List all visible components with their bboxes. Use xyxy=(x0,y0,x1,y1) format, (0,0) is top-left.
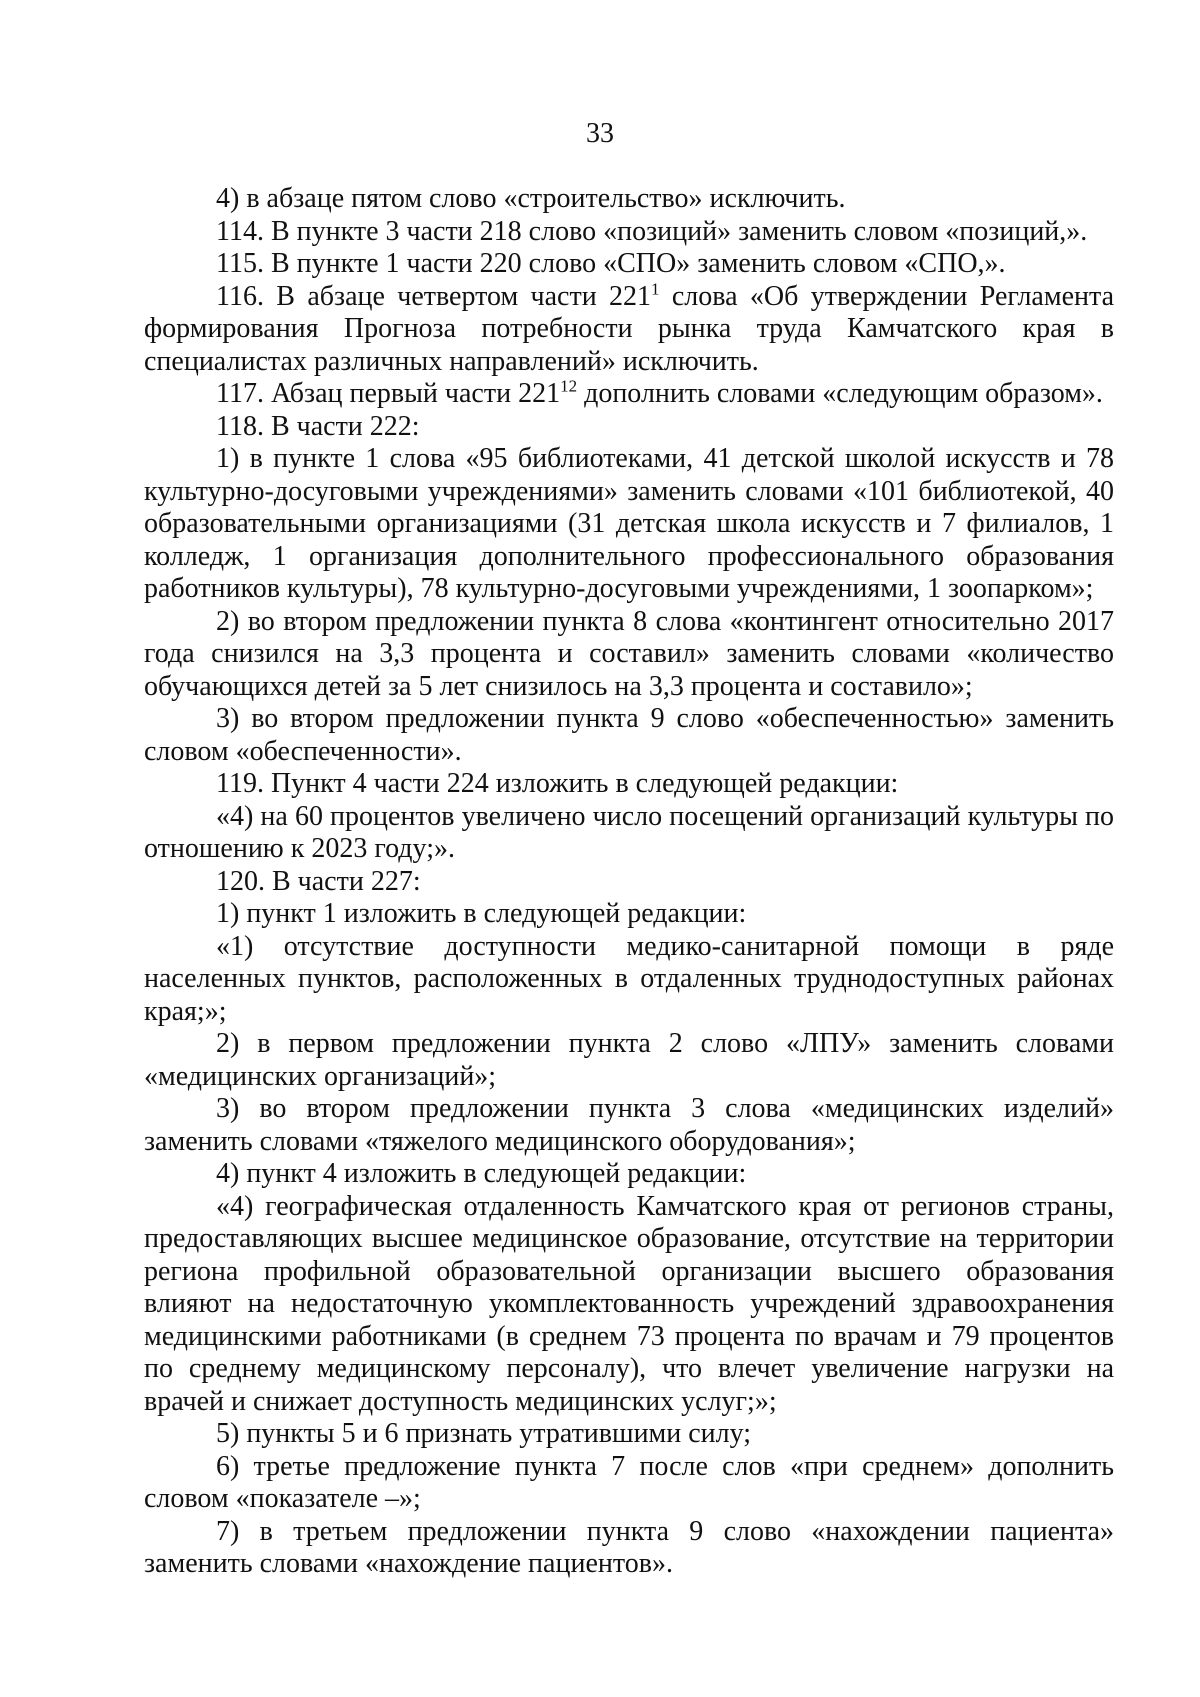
paragraph: 2) в первом предложении пункта 2 слово «ЛПУ» заменить словами «медицинских организаций»; xyxy=(144,1028,1114,1092)
paragraph xyxy=(144,378,1114,411)
paragraph: 3) во втором предложении пункта 9 слово «обеспеченностью» заменить словом «обеспеченности». xyxy=(144,703,1114,767)
paragraph: 7) в третьем предложении пункта 9 слово «нахождении пациента» заменить словами «нахождение пациентов». xyxy=(144,1515,1114,1579)
page-number: 33 xyxy=(586,118,614,149)
paragraph: «4) на 60 процентов увеличено число посещений организаций культуры по отношению к 2023 году;». xyxy=(144,800,1114,864)
paragraph: «4) географическая отдаленность Камчатского края от регионов страны, предоставляющих высшее медицинское образование, отсутствие на территории региона профильной образовательной организации высшего образования влияют на недостаточную укомплектованность учреждений здравоохранения медицинскими работниками (в среднем 73 процента по врачам и 79 процентов по среднему медицинскому персоналу), что влечет увеличение нагрузки на врачей и снижает доступность медицинских услуг;»; xyxy=(144,1190,1114,1417)
paragraph: 4) пункт 4 изложить в следующей редакции: xyxy=(216,1158,747,1189)
paragraph: 1) в пункте 1 слова «95 библиотеками, 41 детской школой искусств и 78 культурно-досуговыми учреждениями» заменить словами «101 библиотекой, 40 образовательными организациями (31 детская школа искусств и 7 филиалов, 1 колледж, 1 организация дополнительного профессионального образования работников культуры), 78 культурно-досуговыми учреждениями, 1 зоопарком»; xyxy=(144,443,1114,604)
paragraph: 120. В части 227: xyxy=(216,865,421,897)
paragraph: 1) пункт 1 изложить в следующей редакции: xyxy=(216,898,747,929)
paragraph-text: 116. В абзаце четвертом части 221 xyxy=(216,280,652,312)
paragraph: «1) отсутствие доступности медико-санитарной помощи в ряде населенных пунктов, расположенных в отдаленных труднодоступных районах края;»; xyxy=(144,930,1114,1027)
paragraph: 114. В пункте 3 части 218 слово «позиций» заменить словом «позиций,». xyxy=(216,215,1088,247)
paragraph: 6) третье предложение пункта 7 после слов «при среднем» дополнить словом «показателе –»; xyxy=(144,1450,1114,1514)
paragraph: 5) пункты 5 и 6 признать утратившими силу; xyxy=(216,1418,752,1449)
paragraph-text: дополнить словами «следующим образом». xyxy=(577,378,1103,409)
document-body xyxy=(144,183,1114,1581)
paragraph-text: слова «Об утверждении Регламента формирования Прогноза потребности рынка труда Камчатского края в специалистах различных направлений» исключить. xyxy=(144,280,1114,377)
paragraph: 118. В части 222: xyxy=(216,410,420,442)
paragraph: 4) в абзаце пятом слово «строительство» исключить. xyxy=(216,183,846,214)
paragraph-text: 117. Абзац первый части 221 xyxy=(216,378,561,409)
paragraph: 2) во втором предложении пункта 8 слова «контингент относительно 2017 года снизился на 3,3 процента и составил» заменить словами «количество обучающихся детей за 5 лет снизилось на 3,3 процента и составило»; xyxy=(144,605,1114,702)
paragraph xyxy=(144,281,1114,379)
paragraph: 115. В пункте 1 части 220 слово «СПО» заменить словом «СПО,». xyxy=(216,248,1006,279)
paragraph: 119. Пункт 4 части 224 изложить в следующей редакции: xyxy=(216,768,899,799)
superscript: 12 xyxy=(560,376,578,396)
paragraph: 3) во втором предложении пункта 3 слова «медицинских изделий» заменить словами «тяжелого медицинского оборудования»; xyxy=(144,1093,1114,1157)
superscript: 1 xyxy=(651,279,660,299)
